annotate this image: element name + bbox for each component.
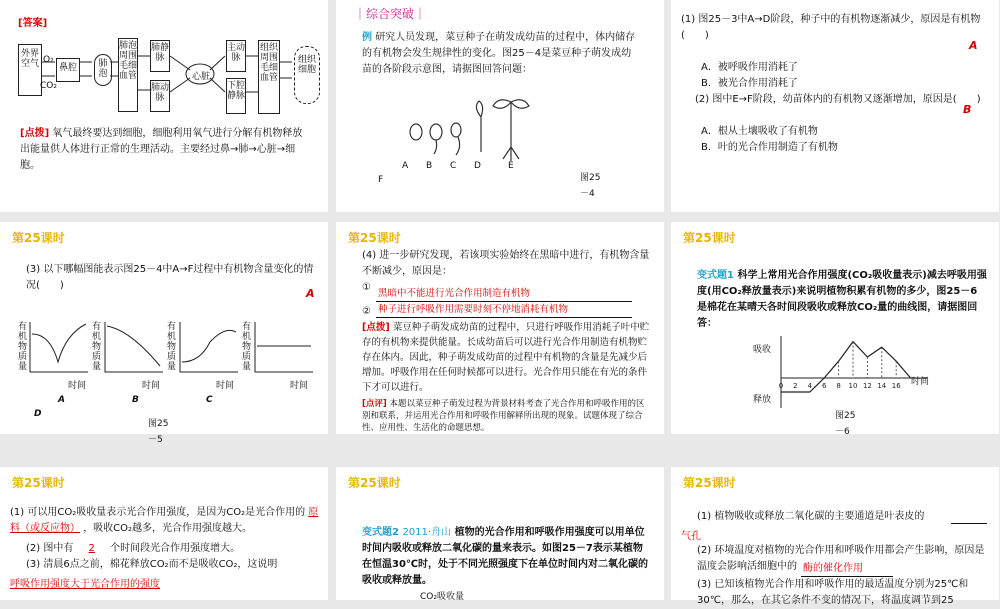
ylabel-b: 有机物质量: [92, 322, 102, 372]
answer-2-underline: [376, 317, 632, 318]
label-heart: 心脏: [192, 72, 211, 82]
x-tick-label: 12: [862, 382, 872, 390]
ylabel-d: 有机物质量: [242, 322, 252, 372]
q1-text-a: (1) 可以用CO₂吸收量表示光合作用强度，是因为CO₂是光合作用的: [10, 507, 306, 518]
tip-paragraph: [20, 126, 310, 174]
q3-text: (3) 清晨6点之前，棉花释放CO₂而不是吸收CO₂，这说明: [26, 559, 278, 570]
comment-text: 本题以菜豆种子萌发过程为背景材料考查了光合作用和呼吸作用的区别和联系，并运用光合作用和呼吸作用解释所出现的现象。试题体现了综合性、应用性、生活化的命题思想。: [362, 399, 645, 433]
stage-label-f: F: [378, 175, 384, 185]
answer-title: [答案]: [18, 18, 48, 29]
label-co2: CO₂: [40, 81, 57, 91]
slide-question-3[interactable]: [0, 222, 328, 445]
q1-answer: 原料（或反应物）: [10, 507, 319, 534]
chart-letter-d: D: [34, 409, 42, 419]
x-tick-label: 16: [891, 382, 901, 390]
slide-answer-diagram[interactable]: [0, 0, 328, 212]
q1-underline: [951, 523, 987, 524]
variant-text: 植物的光合作用和呼吸作用强度可以用单位时间内吸收或释放二氧化碳的量来表示。如图25－7表示某植物在恒温30℃时，处于不同光照强度下在单位时间内对二氧化碳的吸收或释放量。: [362, 527, 649, 586]
slide-question-4[interactable]: [336, 222, 664, 434]
slide-header: 第25课时: [683, 476, 736, 490]
q1-text: (1) 植物吸收或释放二氧化碳的主要通道是叶表皮的: [697, 511, 925, 522]
stage-label-e: E: [508, 161, 514, 171]
example-label: 例: [362, 32, 372, 43]
xlabel-c: 时间: [216, 381, 235, 391]
figure-caption: 图25－5: [148, 419, 169, 445]
x-tick-label: 6: [821, 382, 827, 390]
answer-2-number: ②: [362, 306, 371, 317]
tip-paragraph: [362, 320, 652, 395]
q1-text-b: ，吸收CO₂越多，光合作用强度越大。: [83, 523, 253, 534]
q2-answer: 2: [88, 543, 95, 554]
chart-letter-c: C: [206, 395, 213, 405]
box-alveoli: 肺泡: [94, 54, 112, 86]
slide-header: 第25课时: [12, 476, 65, 490]
box-aorta: 主动脉: [226, 40, 246, 72]
answer-2: 种子进行呼吸作用需要时刻不停地消耗有机物: [378, 304, 569, 315]
slide-header: 第25课时: [12, 231, 65, 245]
slide-questions-variant-2[interactable]: [671, 467, 999, 606]
q2-text-b: 个时间段光合作用强度增大。: [110, 543, 241, 554]
q2-answer: B: [963, 103, 972, 116]
variant-text: 科学上常用光合作用强度(CO₂吸收量表示)减去呼吸用强度(用CO₂释放量表示)来说明植物积累有机物的多少，图25－6是棉花在某晴天各时间段吸收或释放CO₂量的曲线图，请据图回答：: [697, 270, 987, 329]
stage-label-a: A: [402, 161, 409, 171]
label-o2: O₂: [43, 55, 54, 65]
slide-header: 第25课时: [348, 476, 401, 490]
answer-1: 黑暗中不能进行光合作用制造有机物: [378, 288, 531, 299]
box-nasal-cavity: 鼻腔: [56, 58, 80, 82]
q2-option-b: B．叶的光合作用制造了有机物: [701, 142, 838, 153]
stage-label-d: D: [474, 161, 481, 171]
chart-y-label: CO₂吸收量: [420, 592, 464, 602]
stage-label-c: C: [450, 161, 457, 171]
x-tick-label: 14: [877, 382, 887, 390]
ylabel-a: 有机物质量: [18, 322, 28, 372]
q2-text: (2) 环境温度对植物的光合作用和呼吸作用都会产生影响，原因是温度会影响活细胞中的: [697, 545, 985, 572]
answer-1-number: ①: [362, 282, 371, 293]
tip-text: 氧气最终要达到细胞，细胞利用氧气进行分解有机物释放出能量供人体进行正常的生理活动。主要经过鼻→肺→心脏→细胞。: [20, 128, 303, 171]
q3-text: (3) 已知该植物光合作用和呼吸作用的最适温度分别为25℃和30℃，那么，在其它条件不变的情况下，将温度调节到25: [697, 579, 969, 606]
slide-answers-variant-1[interactable]: [0, 467, 328, 600]
box-outside-air: 外界空气: [18, 44, 42, 96]
question-4: (4) 进一步研究发现，若该项实验始终在黑暗中进行，有机物含量不断减少，原因是：: [362, 250, 650, 277]
figure-caption: 图25－6: [835, 411, 856, 437]
y-label-release: 释放: [753, 395, 772, 405]
q1-answer: 气孔: [681, 531, 701, 542]
q2-option-a: A．根从土壤吸收了有机物: [701, 126, 818, 137]
seedling-stages-figure: [396, 92, 596, 162]
tip-label: [点拨]: [362, 322, 390, 333]
section-title: ｜综合突破｜: [354, 7, 427, 21]
comment-paragraph: [362, 398, 652, 434]
box-tissue-capillaries: 组织周围毛细血管: [258, 40, 280, 114]
example-text: 研究人员发现，菜豆种子在萌发成幼苗的过程中，体内储存的有机物会发生规律性的变化。图25－4是菜豆种子萌发成幼苗的各阶段示意图，请据图回答问题：: [362, 32, 636, 75]
x-tick-label: 2: [793, 382, 798, 390]
variant-label: 变式题1: [697, 270, 734, 281]
slide-header: 第25课时: [348, 231, 401, 245]
question-2: (2) 图中E→F阶段，幼苗体内的有机物又逐渐增加，原因是( ): [695, 94, 981, 105]
q1-answer: A: [969, 39, 978, 52]
slide-variant-2[interactable]: [336, 467, 664, 600]
x-axis-label: 时间: [911, 377, 930, 387]
variant-paragraph: [697, 268, 987, 332]
tip-text: 菜豆种子萌发成幼苗的过程中，只进行呼吸作用消耗子叶中贮存的有机物来提供能量。长成幼苗后可以进行光合作用制造有机物贮存在体内。因此，种子萌发成幼苗的过程中有机物的含量是先减少后增加。呼吸作用在任何时候都可以进行。光合作用只能在有光的条件下才可以进行。: [362, 322, 650, 393]
four-mini-charts: [0, 312, 328, 402]
x-tick-label: 10: [848, 382, 858, 390]
q3-answer: 呼吸作用强度大于光合作用的强度: [10, 579, 160, 590]
figure-caption: 图25－4: [580, 173, 601, 199]
q2-answer: 酶的催化作用: [803, 563, 863, 574]
question-1: (1) 图25－3中A→D阶段，种子中的有机物逐渐减少，原因是有机物( ): [681, 14, 981, 41]
x-tick-label: 0: [778, 382, 784, 390]
co2-curve-chart: [751, 334, 931, 410]
slide-header: 第25课时: [683, 231, 736, 245]
y-label-absorb: 吸收: [753, 345, 772, 355]
slide-questions-1-2[interactable]: [671, 0, 999, 212]
example-paragraph: [362, 30, 637, 78]
box-pulmonary-vein: 肺静脉: [150, 40, 170, 72]
x-tick-label: 8: [836, 382, 841, 390]
variant-label: 变式题2: [362, 527, 399, 538]
x-tick-label: 4: [807, 382, 813, 390]
chart-letter-a: A: [58, 395, 65, 405]
q2-line: [26, 541, 240, 557]
q3-answer: A: [306, 287, 315, 300]
box-tissue-cells: 组织细胞: [294, 46, 320, 104]
tip-label: [点拨]: [20, 128, 50, 139]
xlabel-a: 时间: [68, 381, 87, 391]
box-vena-cava: 下腔静脉: [226, 78, 246, 114]
slide-comprehensive[interactable]: [336, 0, 664, 212]
chart-letter-b: B: [132, 395, 139, 405]
stage-label-b: B: [426, 161, 433, 171]
q1-option-b: B．被光合作用消耗了: [701, 78, 798, 89]
box-alveolar-capillaries: 肺泡周围毛细血管: [118, 38, 138, 112]
box-pulmonary-artery: 肺动脉: [150, 80, 170, 112]
slide-variant-1[interactable]: [671, 222, 999, 437]
ylabel-c: 有机物质量: [167, 322, 177, 372]
xlabel-b: 时间: [142, 381, 161, 391]
variant-paragraph: [362, 525, 652, 589]
q1-option-a: A．被呼吸作用消耗了: [701, 62, 798, 73]
xlabel-d: 时间: [290, 381, 309, 391]
q1-line: [10, 505, 322, 537]
q2-text-a: (2) 图中有: [26, 543, 74, 554]
variant-source: 2011·舟山: [402, 527, 452, 538]
question-3: (3) 以下哪幅图能表示图25－4中A→F过程中有机物含量变化的情况( ): [26, 264, 314, 291]
comment-label: [点评]: [362, 399, 387, 409]
